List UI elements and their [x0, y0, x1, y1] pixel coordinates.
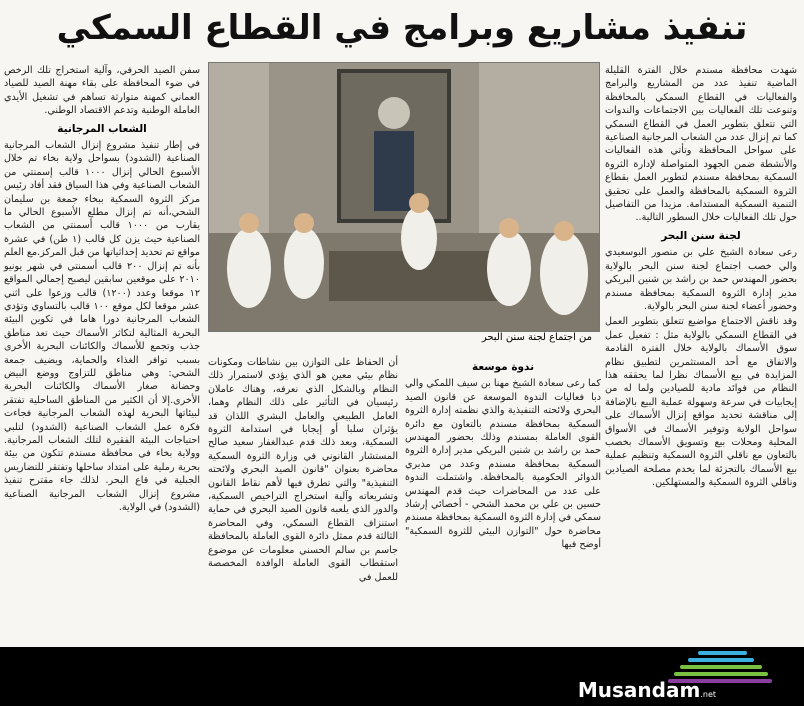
- article-column-middle-right: [405, 356, 601, 646]
- article-column-right: [605, 64, 797, 644]
- meeting-photo-illustration: [209, 63, 599, 331]
- logo-name: Musandam: [577, 678, 701, 702]
- subhead-sea-committee: لجنة سنن البحر: [661, 229, 741, 242]
- article-column-left: [4, 64, 200, 644]
- coral-reef-paragraph: في إطار تنفيذ مشروع إنزال الشعاب المرجانية الصناعية (الشدود) بسواحل ولاية بخاء تم خلال الأسبوع الحالي إنزال ١٠٠٠ قالب إسمنتي من الشعاب الصناعية وفي هذا السياق فقد أفاد رئيس مركز الثروة السمكية ببخاء جمعة بن سليمان الشحي،أنه تم إنزال مطلع الأسبوع الحالي ما يقارب من ١٠٠٠ قالب أسمنتي من الشعاب الصناعية حيث يزن كل قالب (١ طن) في عشرة مواقع تم تحديد إحداثياتها من قبل المركز.مع العلم بأنه تم إنزال ٢٠٠ قالب أسمنتي في شهر يونيو ٢٠١٠ على موقعين سابقين ليصبح إجمالي المواقع ١٢ موقعا وعدد (١٢٠٠) قالب وزعوا على اثني عشر موقعا لكل موقع ١٠٠ قالب بالتساوي وتؤدي الشعاب المرجانية دورا هاما في تكوين البيئة البحرية المثالية لتكاثر الأسماك حيث تعد مناطق جذب وتجمع للأسماك والكائنات البحرية الأخرى بسبب توافر الغذاء والحماية، ويضيف جمعة الشحي: وهي مناطق للتزاوج ووضع البيض وحضانة صغار الأسماك والكائنات البحرية الأخرى.إلا أن الكثير من المناطق الساحلية تفتقر لبيئاتها البحرية لهذه الشعاب المرجانية فجاءت فكرة عمل الشعاب الصناعية (الشدود) لتلبي احتياجات البيئة الفقيرة لتلك الشعاب المرجانية. وولاية بخاء في محافظة مسندم تتكون من بيئة بحرية رملية على امتداد ساحلها وتفتقر للتضاريس الجبلية في قاع البحر. لذلك جاء مقترح تنفيذ مشروع إنزال الشعاب المرجانية الصناعية (الشدود) في الولاية.: [4, 140, 201, 513]
- article-column-middle-left: [208, 356, 398, 646]
- committee-paragraph-1: رعى سعادة الشيخ علي بن منصور البوسعيدي والي خصب اجتماع لجنة سنن البحر بالولاية بحضور المهندس حمد بن راشد بن شنين البريكي مدير إدارة الثروة السمكية بمحافظة مسندم وحضور أعضاء لجنة سنن البحر بالولاية.: [605, 247, 797, 312]
- subhead-coral-reefs: الشعاب المرجانية: [57, 122, 147, 135]
- committee-paragraph-2: وقد ناقش الاجتماع مواضيع تتعلق بتطوير العمل في القطاع السمكي بالولاية مثل : تفعيل عمل سوق الأسماك بالولاية خلال الفترة القادمة والاتفاق مع أحد المستثمرين لتطبيق نظام المزايدة في بيع الأسماك نظرا لما يحققه هذا النظام من فوائد مادية للصيادين ولما له من إيجابيات في سرعة وسهولة عملية البيع بالإضافة إلى مناقشة تحديد مواقع إنزال الأسماك على سواحل الولاية وتوفير الأسماك في الأسواق المحلية ومحلات بيع وتسويق الأسماك بخصب بالتعاون مع ناقلي الثروة السمكية وتنظيم عملية بيع الأسماك بالتجزئة لما يخدم مصلحة الصيادين وناقلي الثروة السمكية والمستهلكين.: [605, 316, 797, 489]
- headline: تنفيذ مشاريع وبرامج في القطاع السمكي: [56, 8, 748, 48]
- meeting-photo: [208, 62, 600, 332]
- seminar-paragraph: كما رعى سعادة الشيخ مهنا بن سيف اللمكي والي دبا فعاليات الندوة الموسعة عن قانون الصيد البحري ولائحته التنفيذية والذي نظمته إدارة الثروة السمكية بمحافظة مسندم بالتعاون مع دائرة القوى العاملة بمسندم وذلك بحضور المهندس حمد بن راشد بن شنين البريكي مدير إدارة الثروة السمكية بمحافظة مسندم وعدد من مديري الدوائر الحكومية بالمحافظة. واشتملت الندوة على عدد من المحاضرات حيث قدم المهندس حسين بن علي بن محمد الشحي - أخصائي إرشاد سمكي في إدارة الثروة السمكية بمحافظة مسندم محاضرة حول "التوازن البيئي للثروة السمكية" أوضح فيها: [405, 378, 601, 551]
- intro-paragraph: شهدت محافظة مسندم خلال الفترة القليلة الماضية تنفيذ عدد من المشاريع والبرامج والفعاليات في القطاع السمكي بالمحافظة وتنوعت تلك الفعاليات بين الاجتماعات والندوات التي تتعلق بتطوير العمل في القطاع السمكي كما تم إنزال عدد من الشعاب المرجانية الصناعية على سواحل المحافظة وتأتي هذه الفعاليات والأنشطة ضمن الجهود المتواصلة لإدارة الثروة السمكية بمحافظة مسندم لتطوير العمل بقطاع الثروة السمكية بالمحافظة والعمل على تحقيق التنمية السمكية المستدامة. مزيدا من التفاصيل حول تلك الفعاليات خلال السطور التالية..: [605, 65, 797, 224]
- photo-caption: من اجتماع لجنة سنن البحر: [481, 332, 592, 343]
- logo-suffix: .net: [700, 690, 716, 699]
- footer-band: [0, 647, 804, 706]
- site-logo[interactable]: [578, 678, 716, 702]
- fishing-license-paragraph: سفن الصيد الحرفي، وآلية استخراج تلك الرخص في ضوء المحافظة على بقاء مهنة الصيد للصياد العماني كمهنة متوارثة تساهم في تشغيل الأيدي العاملة الوطنية وتدعم الاقتصاد الوطني.: [4, 65, 200, 117]
- subhead-seminar: ندوة موسعة: [471, 361, 535, 373]
- balance-paragraph: أن الحفاظ على التوازن بين نشاطات ومكونات نظام بيئي معين هو الذي يؤدي لاستمرار ذلك النظام وبالشكل الذي نعرفه، وهناك عاملان رئيسيان في التأثير على ذلك النظام وهما، العامل الطبيعي والعامل البشري اللذان قد يؤثران سلبا أو إيجابا في استدامة الثروة السمكية، وبعد ذلك قدم عبدالغفار سعيد صالح المستشار القانوني في وزارة الثروة السمكية محاضرة بعنوان "قانون الصيد البحري ولائحته التنفيذية" والتي تطرق فيها لأهم نقاط القانون وتشريعاته وآلية استخراج التراخيص السمكية، والدور الذي يلعبه قانون الصيد البحري في حماية استنزاف القطاع السمكي، وفي المحاضرة الثالثة قدم ممثل دائرة القوى العاملة بالمحافظة جاسم بن سالم الحسني معلومات عن موضوع استقطاب القوى العاملة الوافدة المخصصة للعمل في: [208, 357, 398, 583]
